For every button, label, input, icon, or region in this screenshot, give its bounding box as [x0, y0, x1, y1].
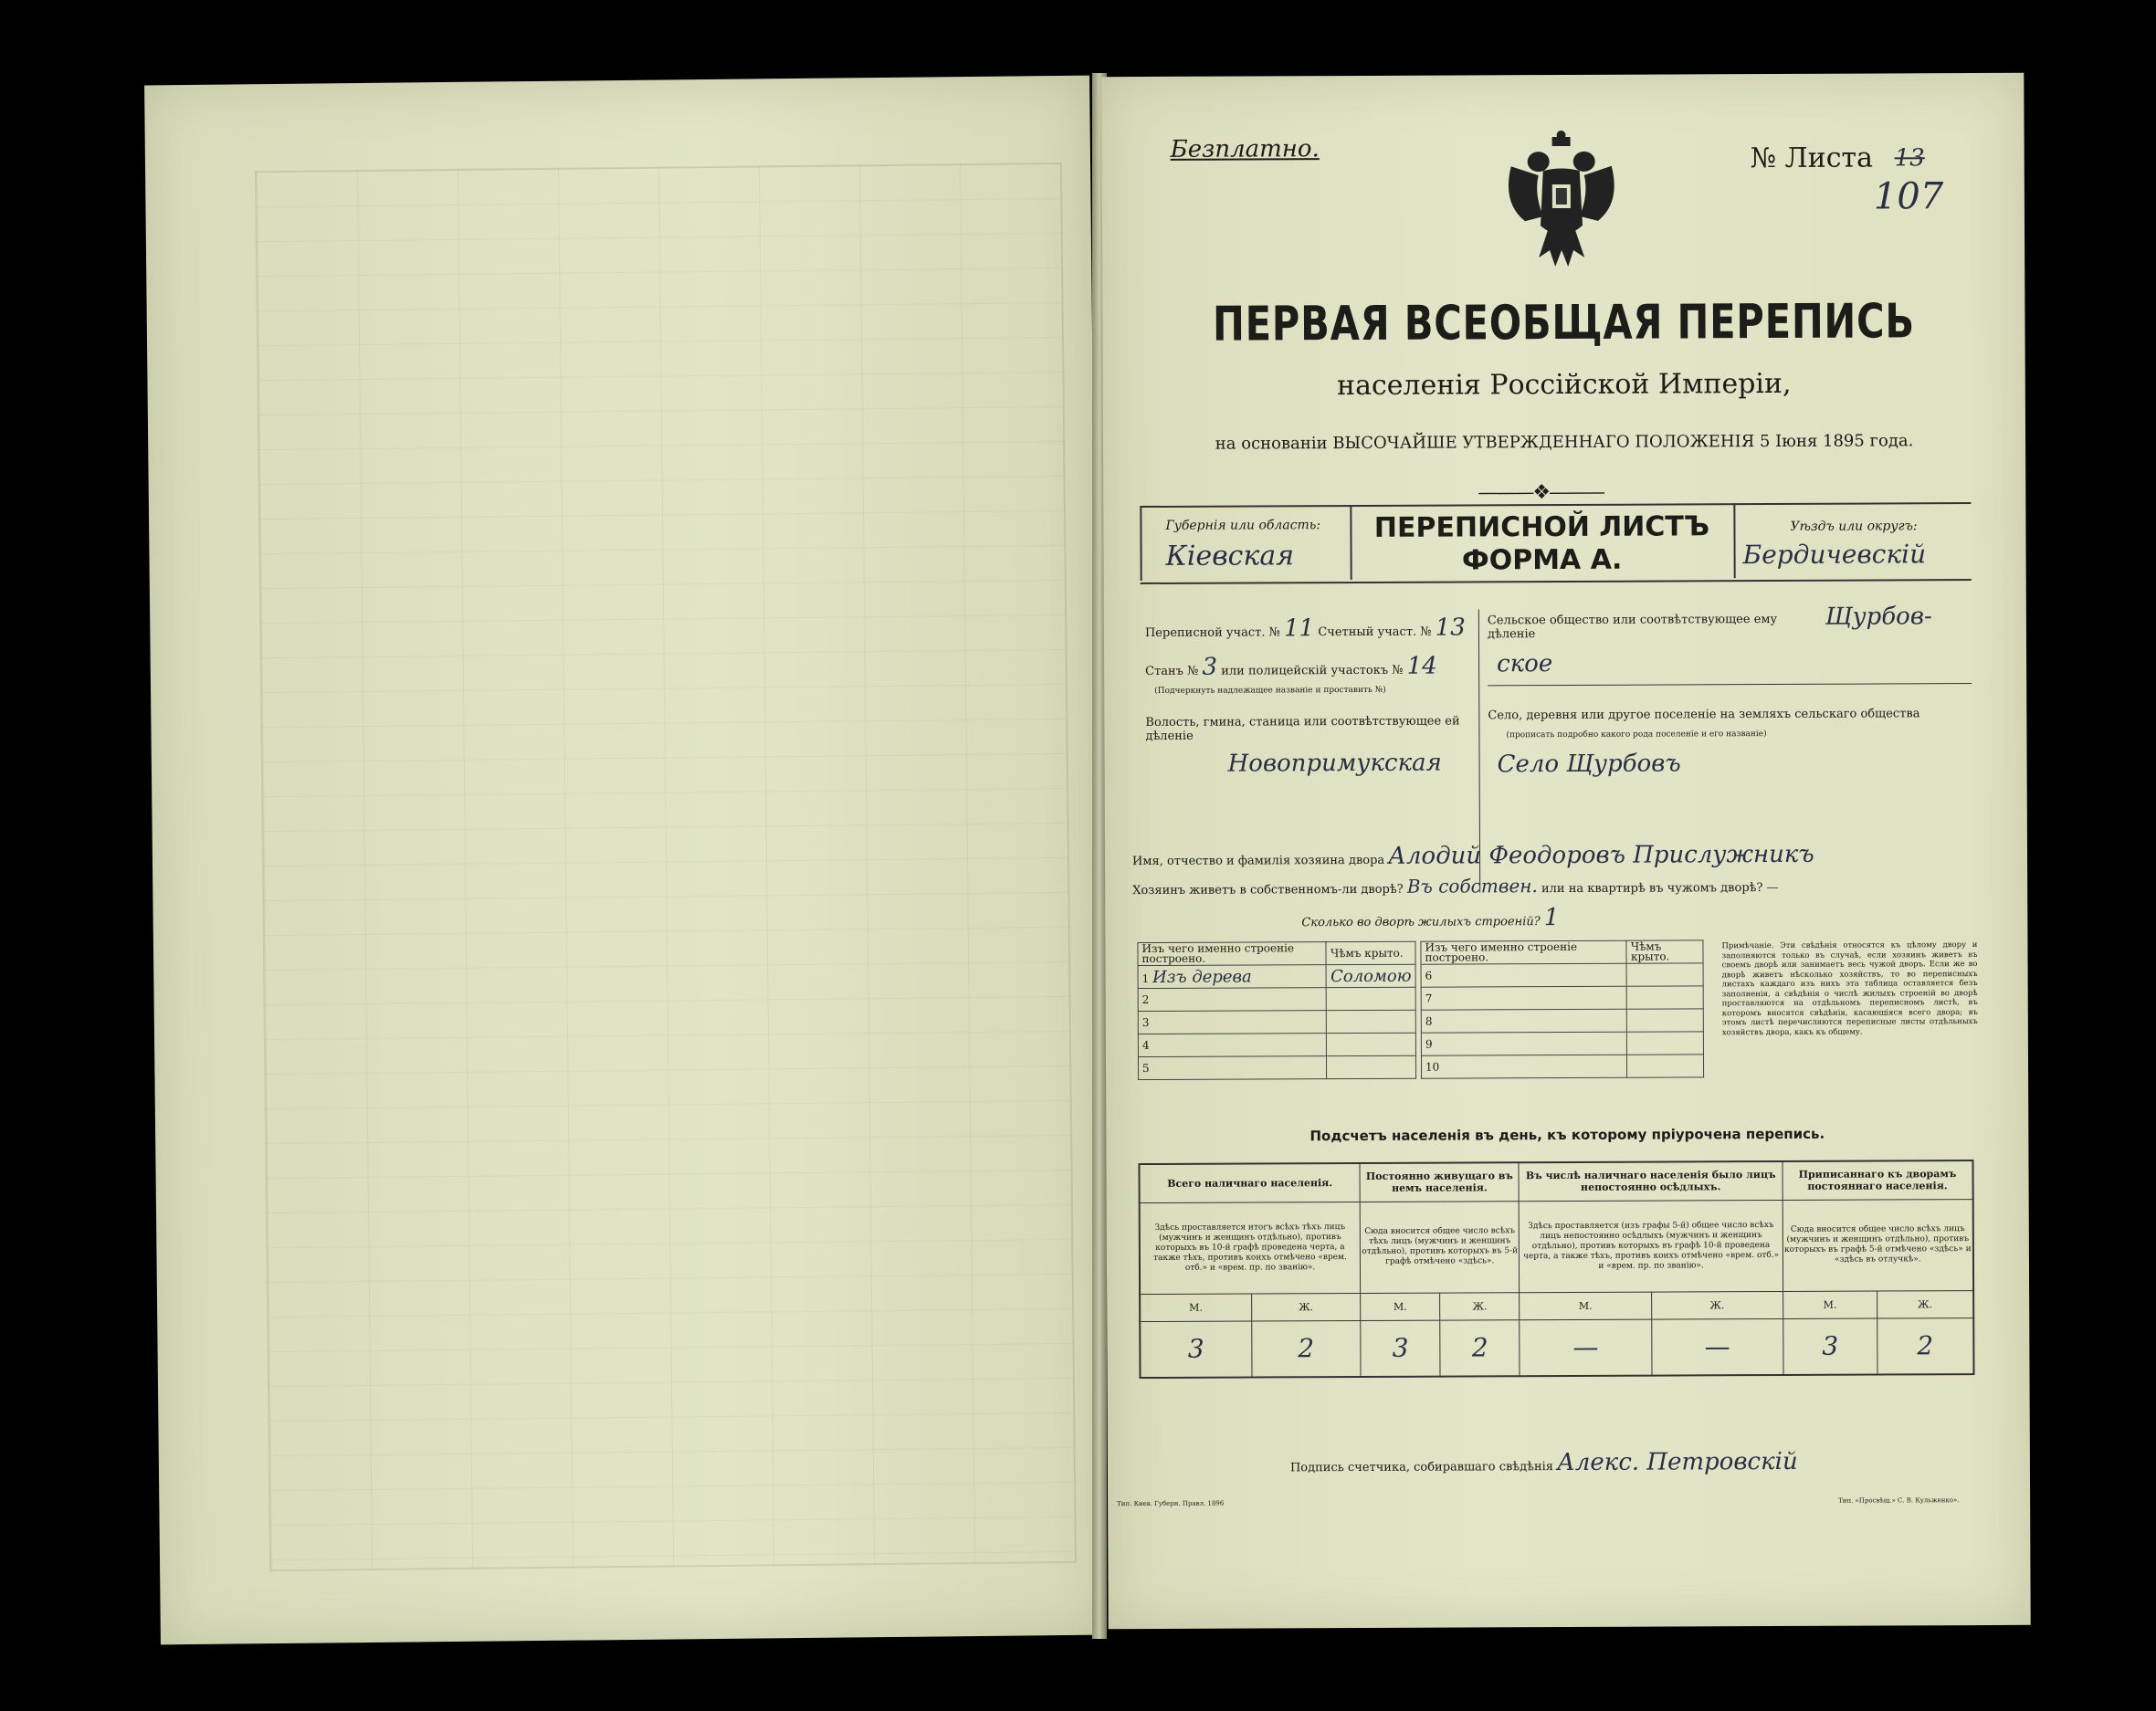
- table-row: 9: [1421, 1032, 1703, 1055]
- left-blank-page: [144, 76, 1106, 1645]
- volost-label: Волость, гмина, станица или соотвѣтствующее ей дѣленіе: [1145, 714, 1460, 744]
- table-row: 8: [1421, 1009, 1703, 1033]
- counting-section-value: 13: [1435, 614, 1466, 642]
- stan-value: 3: [1202, 653, 1218, 681]
- summary-head-3: Въ числѣ наличнаго населенія было лицъ непостоянно осѣдлыхъ.: [1519, 1161, 1783, 1201]
- gubernia-label: Губернія или область:: [1165, 518, 1321, 533]
- census-form-page: [1101, 73, 2030, 1629]
- sheet-number-value: 107: [1873, 175, 1944, 218]
- dwelling-table-left: [1137, 941, 1416, 1080]
- form-title-line1: ПЕРЕПИСНОЙ ЛИСТЪ: [1373, 510, 1710, 544]
- police-value: 14: [1406, 652, 1437, 680]
- sheet-number-crossed: 13: [1894, 144, 1925, 173]
- residence-value-2: —: [1766, 880, 1779, 896]
- summary-desc-1: Здѣсь проставляется итогъ всѣхъ тѣхъ лицъ (мужчинъ и женщинъ отдѣльно), противъ которыхъ въ 10-й графѣ проведена черта, а также тѣхъ, противъ коихъ отмѣчено «врем. отб.» и «врем. пр. по званію».: [1140, 1202, 1361, 1294]
- col-material-header: Изъ чего именно строеніе построено.: [1138, 942, 1327, 966]
- society-value-cont: ское: [1497, 650, 1553, 678]
- col-roof-header-2: Чѣмъ крыто.: [1626, 940, 1703, 963]
- summary-desc-2: Сюда вносится общее число всѣхъ тѣхъ лицъ (мужчинъ и женщинъ отдѣльно), противъ которыхъ въ 5-й графѣ отмѣчено «здѣсь».: [1360, 1201, 1520, 1293]
- legal-basis: на основаніи ВЫСОЧАЙШЕ УТВЕРЖДЕННАГО ПОЛОЖЕНІЯ 5 Іюня 1895 года.: [1215, 431, 1914, 454]
- counting-section-label: Счетный участ. №: [1318, 625, 1432, 640]
- double-headed-eagle-icon: [1493, 130, 1631, 280]
- village-label: Село, деревня или другое поселеніе на земляхъ сельскаго общества: [1488, 707, 1920, 723]
- bleed-through-grid: [255, 163, 1077, 1571]
- table-row: 5: [1138, 1055, 1415, 1079]
- sheet-number-label: № Листа: [1750, 142, 1874, 175]
- residence-value: Въ собствен.: [1406, 875, 1538, 897]
- village-note: (прописать подробно какого рода поселеніе и его названіе): [1506, 730, 1767, 740]
- gubernia-value: Кіевская: [1165, 540, 1295, 572]
- printer-right: Тип. «Просвѣщ.» С. В. Кульженко».: [1838, 1496, 1960, 1505]
- owner-value: Алодий Феодоровъ Прислужникъ: [1388, 840, 1814, 870]
- free-label: Безплатно.: [1170, 135, 1320, 163]
- form-subtitle: населенія Россійской Имперіи,: [1336, 367, 1792, 403]
- volost-value: Новопримукская: [1227, 749, 1442, 778]
- col-material-header-2: Изъ чего именно строеніе построено.: [1421, 940, 1627, 964]
- stan-label: Станъ №: [1145, 664, 1199, 679]
- table-row: 6: [1421, 963, 1703, 987]
- summary-head-1: Всего наличнаго населенія.: [1139, 1163, 1360, 1202]
- table-row: 10: [1421, 1055, 1703, 1078]
- summary-desc-4: Сюда вносится общее число всѣхъ лицъ (мужчинъ и женщинъ отдѣльно), противъ которыхъ въ графѣ 5-й отмѣчено «здѣсь» и «здѣсь въ отлучкѣ».: [1783, 1199, 1973, 1291]
- summary-table: Всего наличнаго населенія. Постоянно живущаго въ немъ населенія. Въ числѣ наличнаго населенія было лицъ непостоянно осѣдлыхъ. Приписаннаго къ дворамъ постояннаго населенія. Здѣсь проставляется итогъ всѣхъ тѣхъ лицъ (мужчинъ и женщинъ отдѣльно), противъ которыхъ въ 10-й графѣ проведена черта, а также тѣхъ, противъ коихъ отмѣчено «врем. отб.» и «врем. пр. по званію». Сюда вносится общее число всѣхъ тѣхъ лицъ (мужчинъ и женщинъ отдѣльно), противъ которыхъ въ 5-й графѣ отмѣчено «здѣсь». Здѣсь проставляется (изъ графы 5-й) общее число всѣхъ лицъ непостоянно осѣдлыхъ (мужчинъ и женщинъ отдѣльно), противъ которыхъ въ графѣ 10-й проведена черта, а также тѣхъ, противъ коихъ отмѣчено «врем. отб.» и «врем. пр. по званію». Сюда вносится общее число всѣхъ лицъ (мужчинъ и женщинъ отдѣльно), противъ которыхъ въ графѣ 5-й отмѣчено «здѣсь» и «здѣсь въ отлучкѣ». М. Ж. М. Ж. М. Ж. М. Ж. 3 2 3 2 — — 3 2: [1138, 1160, 1974, 1379]
- table-row: 4: [1138, 1033, 1415, 1056]
- society-value: Щурбов-: [1825, 603, 1932, 631]
- residence-label-2: или на квартирѣ въ чужомъ дворѣ?: [1541, 881, 1763, 897]
- buildings-value: 1: [1543, 904, 1560, 932]
- dwelling-note: Примѣчаніе. Эти свѣдѣнія относятся къ цѣлому двору и заполняются только въ случаѣ, если хозяинъ живетъ въ своемъ дворѣ или занимаетъ весь чужой дворъ. Если же во дворѣ живетъ нѣсколько хозяйствъ, то во переписныхъ листахъ каждаго изъ нихъ эта таблица оставляется безъ заполненія, а свѣдѣнія о числѣ жилыхъ строеній во дворѣ проставляются на отдѣльномъ переписномъ листѣ, въ которомъ вносятся свѣдѣнія, касающіяся всего двора; въ этомъ листѣ перечисляются переписные листы отдѣльныхъ хозяйствъ двора, какъ къ общему.: [1721, 940, 1978, 1037]
- summary-values-row: 3 2 3 2 — — 3 2: [1140, 1317, 1973, 1378]
- table-row: 2: [1138, 987, 1415, 1011]
- summary-desc-3: Здѣсь проставляется (изъ графы 5-й) общее число всѣхъ лицъ непостоянно осѣдлыхъ (мужчинъ и женщинъ отдѣльно), противъ которыхъ въ графѣ 10-й проведена черта, а также тѣхъ, противъ коихъ отмѣчено «врем. отб.» и «врем. пр. по званію».: [1520, 1200, 1783, 1292]
- uezd-value: Бердичевскій: [1742, 539, 1927, 571]
- table-row: 3: [1138, 1010, 1415, 1034]
- sheet-form-title: [1350, 510, 1733, 578]
- form-main-title: ПЕРВАЯ ВСЕОБЩАЯ ПЕРЕПИСЬ: [1212, 294, 1916, 352]
- table-row: 7: [1421, 986, 1703, 1010]
- underline-note: (Подчеркнуть надлежащее названіе и проставить №): [1154, 685, 1386, 696]
- form-title-line2: ФОРМА А.: [1461, 543, 1623, 577]
- owner-label: Имя, отчество и фамилія хозяина двора: [1132, 853, 1385, 869]
- summary-title: Подсчетъ населенія въ день, къ которому пріурочена перепись.: [1309, 1125, 1825, 1145]
- police-label: или полицейскій участокъ №: [1221, 663, 1404, 678]
- signature-value: Алекс. Петровскій: [1557, 1447, 1798, 1477]
- signature-label: Подпись счетчика, собиравшаго свѣдѣнія: [1289, 1460, 1554, 1475]
- uezd-label: Уѣздъ или округъ:: [1790, 519, 1918, 534]
- village-value: Село Щурбовъ: [1497, 750, 1681, 779]
- dwelling-table-right: [1420, 939, 1704, 1078]
- ornament-divider-icon: ———❖———: [1478, 480, 1604, 505]
- buildings-label: Сколько во дворѣ жилыхъ строеній?: [1301, 915, 1541, 930]
- summary-head-2: Постоянно живущаго въ немъ населенія.: [1360, 1162, 1520, 1202]
- table-row: 1 Изъ дерева Соломою: [1138, 964, 1415, 988]
- census-section-label: Переписной участ. №: [1144, 625, 1280, 641]
- census-section-value: 11: [1283, 614, 1315, 643]
- residence-label: Хозяинъ живетъ в собственномъ-ли дворѣ?: [1132, 882, 1404, 898]
- summary-head-4: Приписаннаго къ дворамъ постояннаго населенія.: [1783, 1160, 1973, 1200]
- society-label: Сельское общество или соотвѣтствующее ему дѣленіе: [1487, 612, 1778, 642]
- printer-left: Тип. Киев. Губерн. Правл. 1896: [1117, 1499, 1225, 1508]
- col-roof-header: Чѣмъ крыто.: [1326, 941, 1415, 964]
